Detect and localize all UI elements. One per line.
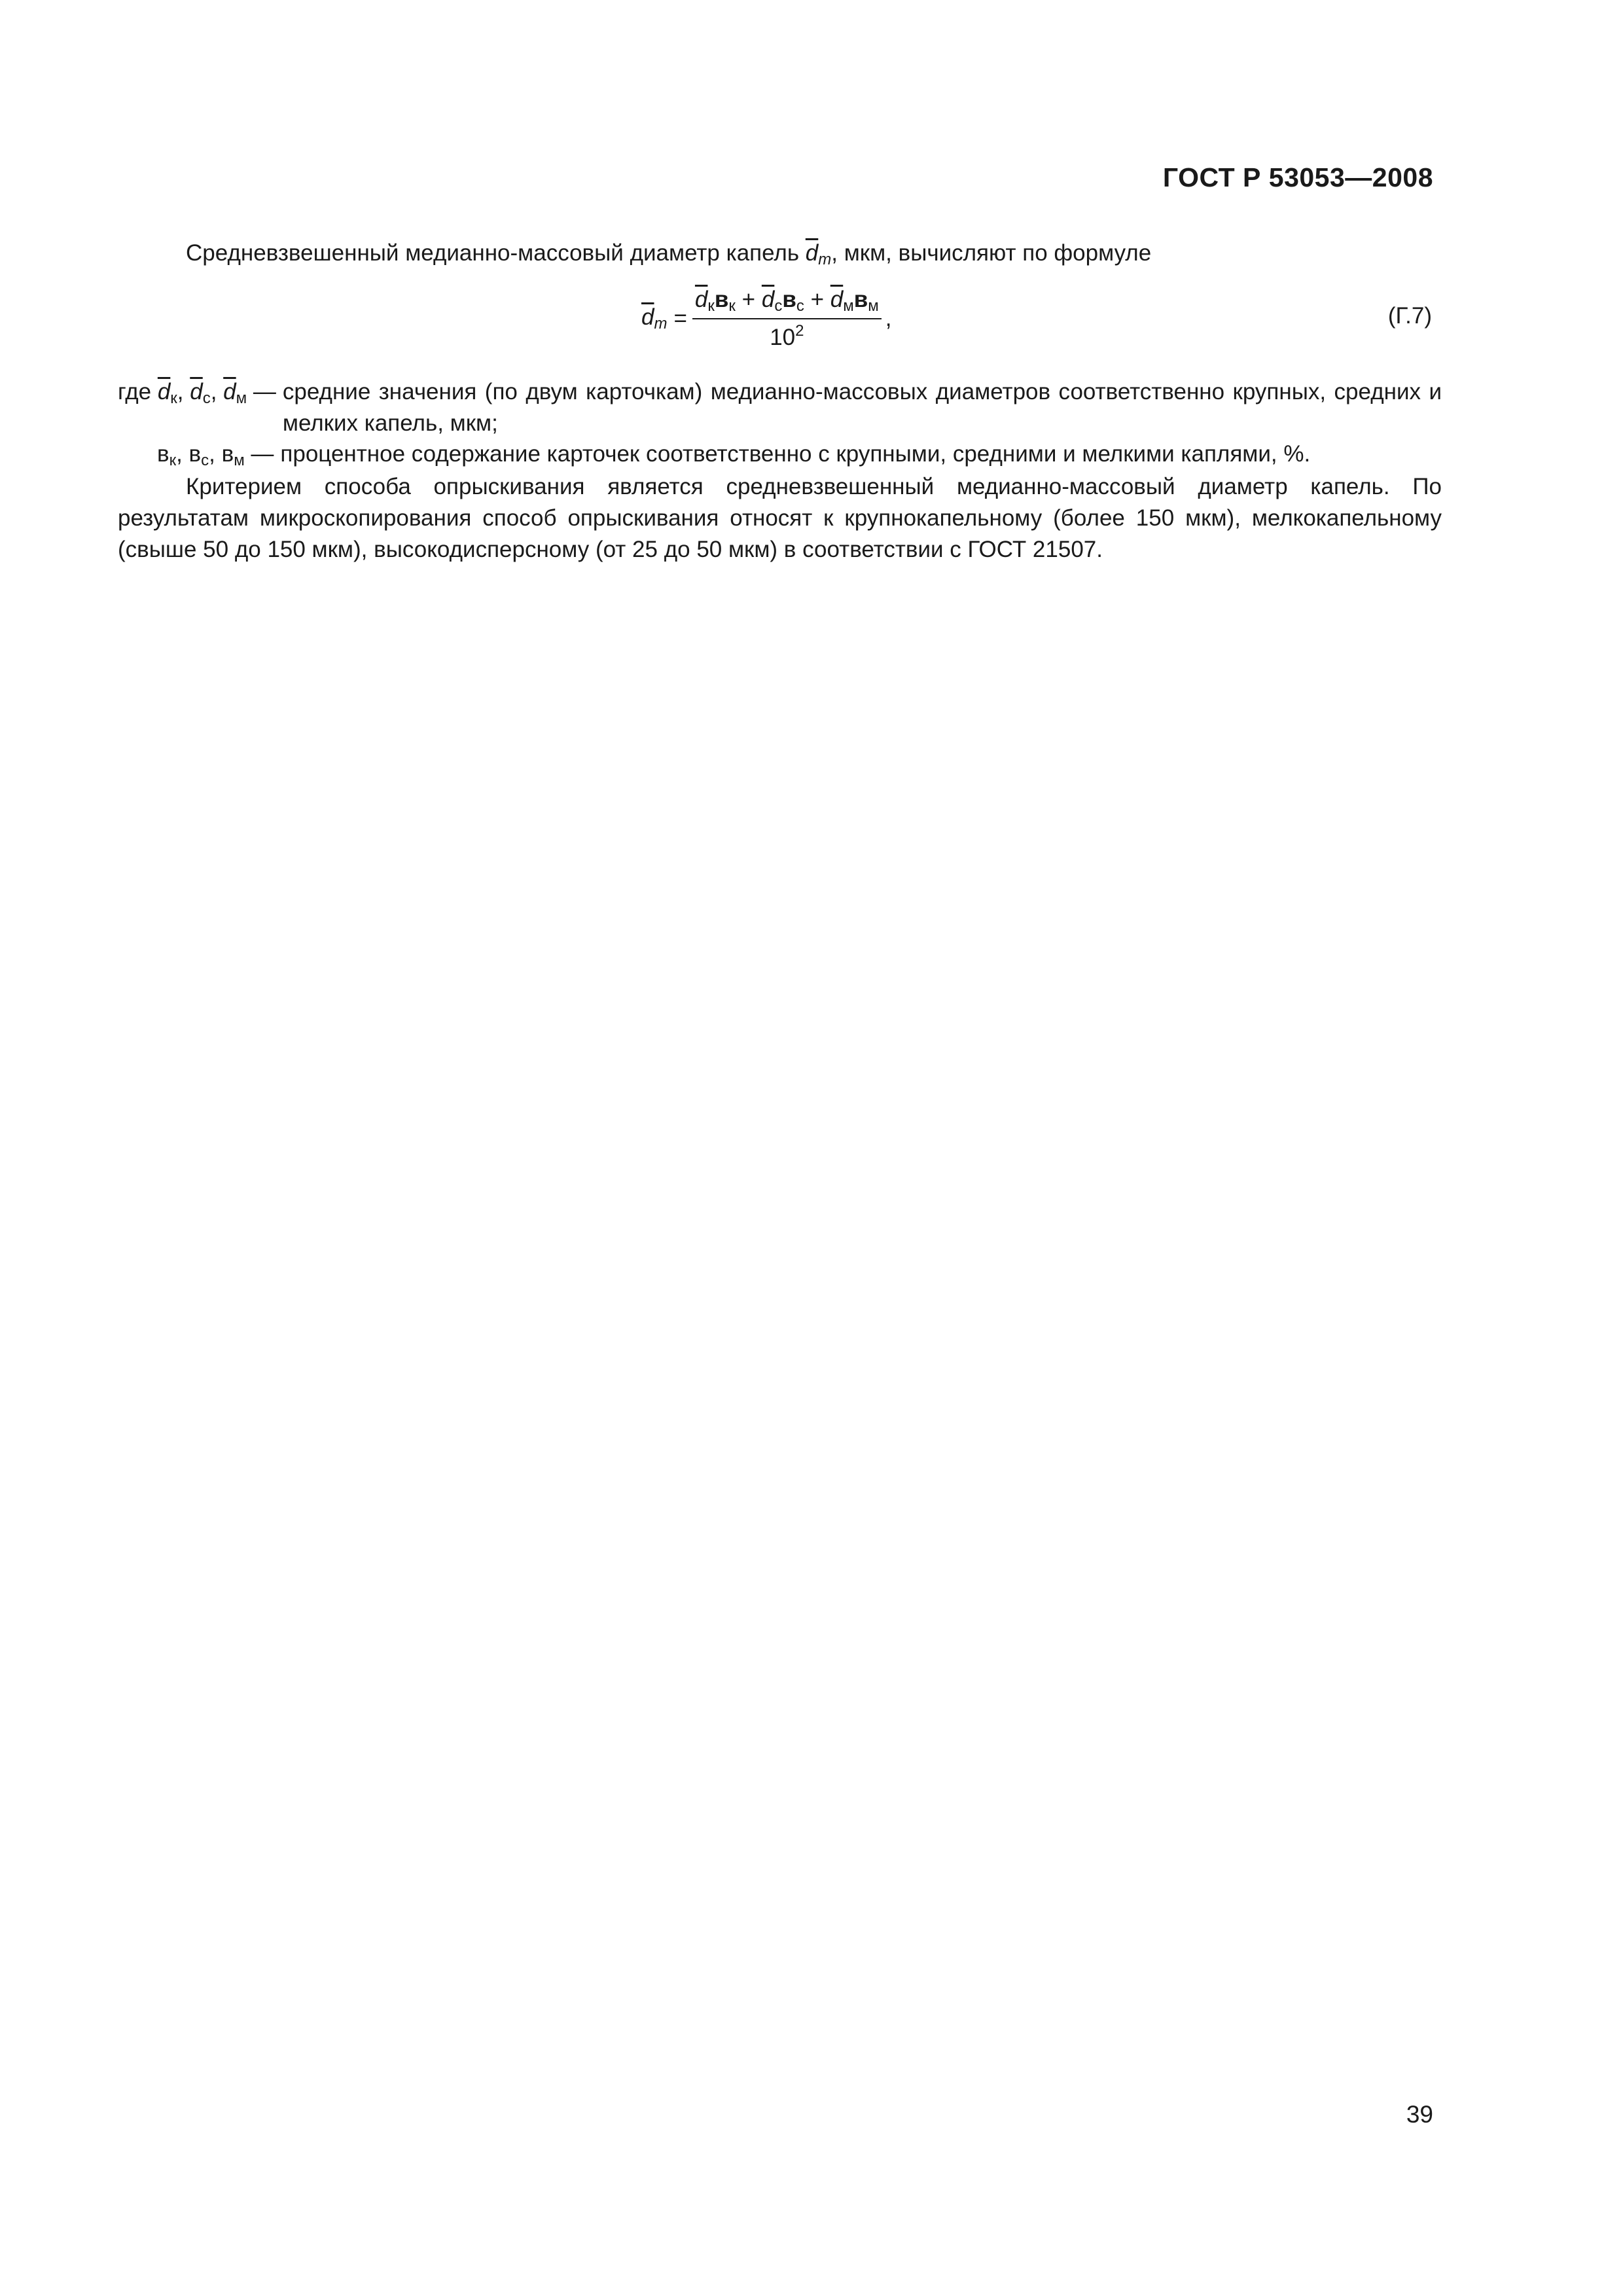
term-medium: $\overline{d}_св_с$ — [761, 287, 804, 315]
document-header: ГОСТ Р 53053—2008 — [1162, 162, 1433, 192]
intro-paragraph — [118, 238, 1442, 276]
formula-comma: , — [885, 306, 892, 331]
where2-description: процентное содержание карточек соответственно с крупными, средними и мелкими каплями, %. — [280, 441, 1311, 467]
where-definition-1 — [118, 376, 1442, 439]
formula-g7 — [641, 287, 892, 351]
page-number: 39 — [1406, 2101, 1433, 2128]
where-symbols: где $\overline{d}_к$, $\overline{d}_с$, $\overline{d}_м$ — — [118, 379, 276, 407]
formula-numerator — [692, 287, 882, 319]
formula-denominator: $10^2$ — [770, 322, 804, 350]
formula-fraction — [692, 287, 882, 351]
intro-symbol: $\overline{d}$ — [805, 240, 819, 266]
intro-symbol-subscript: m — [818, 251, 832, 268]
intro-text-after: , мкм, вычисляют по формуле — [831, 240, 1152, 266]
intro-text-before: Средневзвешенный медианно-массовый диаметр капель — [186, 240, 806, 266]
where-description: средние значения (по двум карточкам) медианно-массовых диаметров соответственно крупных, средних и мелких капель, мкм; — [282, 379, 1442, 436]
term-small: $\overline{d}_мв_м$ — [830, 287, 879, 315]
term-large: $\overline{d}_кв_к$ — [694, 287, 736, 315]
formula-number: (Г.7) — [1387, 303, 1432, 329]
formula-equals: = — [673, 306, 687, 331]
plus-sign: + — [741, 287, 756, 312]
where2-symbols: $в_к$, $в_с$, $в_м$ — — [157, 441, 274, 469]
plus-sign: + — [810, 287, 825, 312]
formula-lhs: $\overline{d}_m$ — [641, 304, 668, 332]
criterion-paragraph: Критерием способа опрыскивания является средневзвешенный медианно-массовый диаметр капель. По результатам микроскопирования способ опрыскивания относят к крупнокапельному (более 150 мкм), мелкокапельному (свыше 50 до 150 мкм), высокодисперсному (от 25 до 50 мкм) в соответствии с ГОСТ 21507. — [118, 474, 1442, 562]
